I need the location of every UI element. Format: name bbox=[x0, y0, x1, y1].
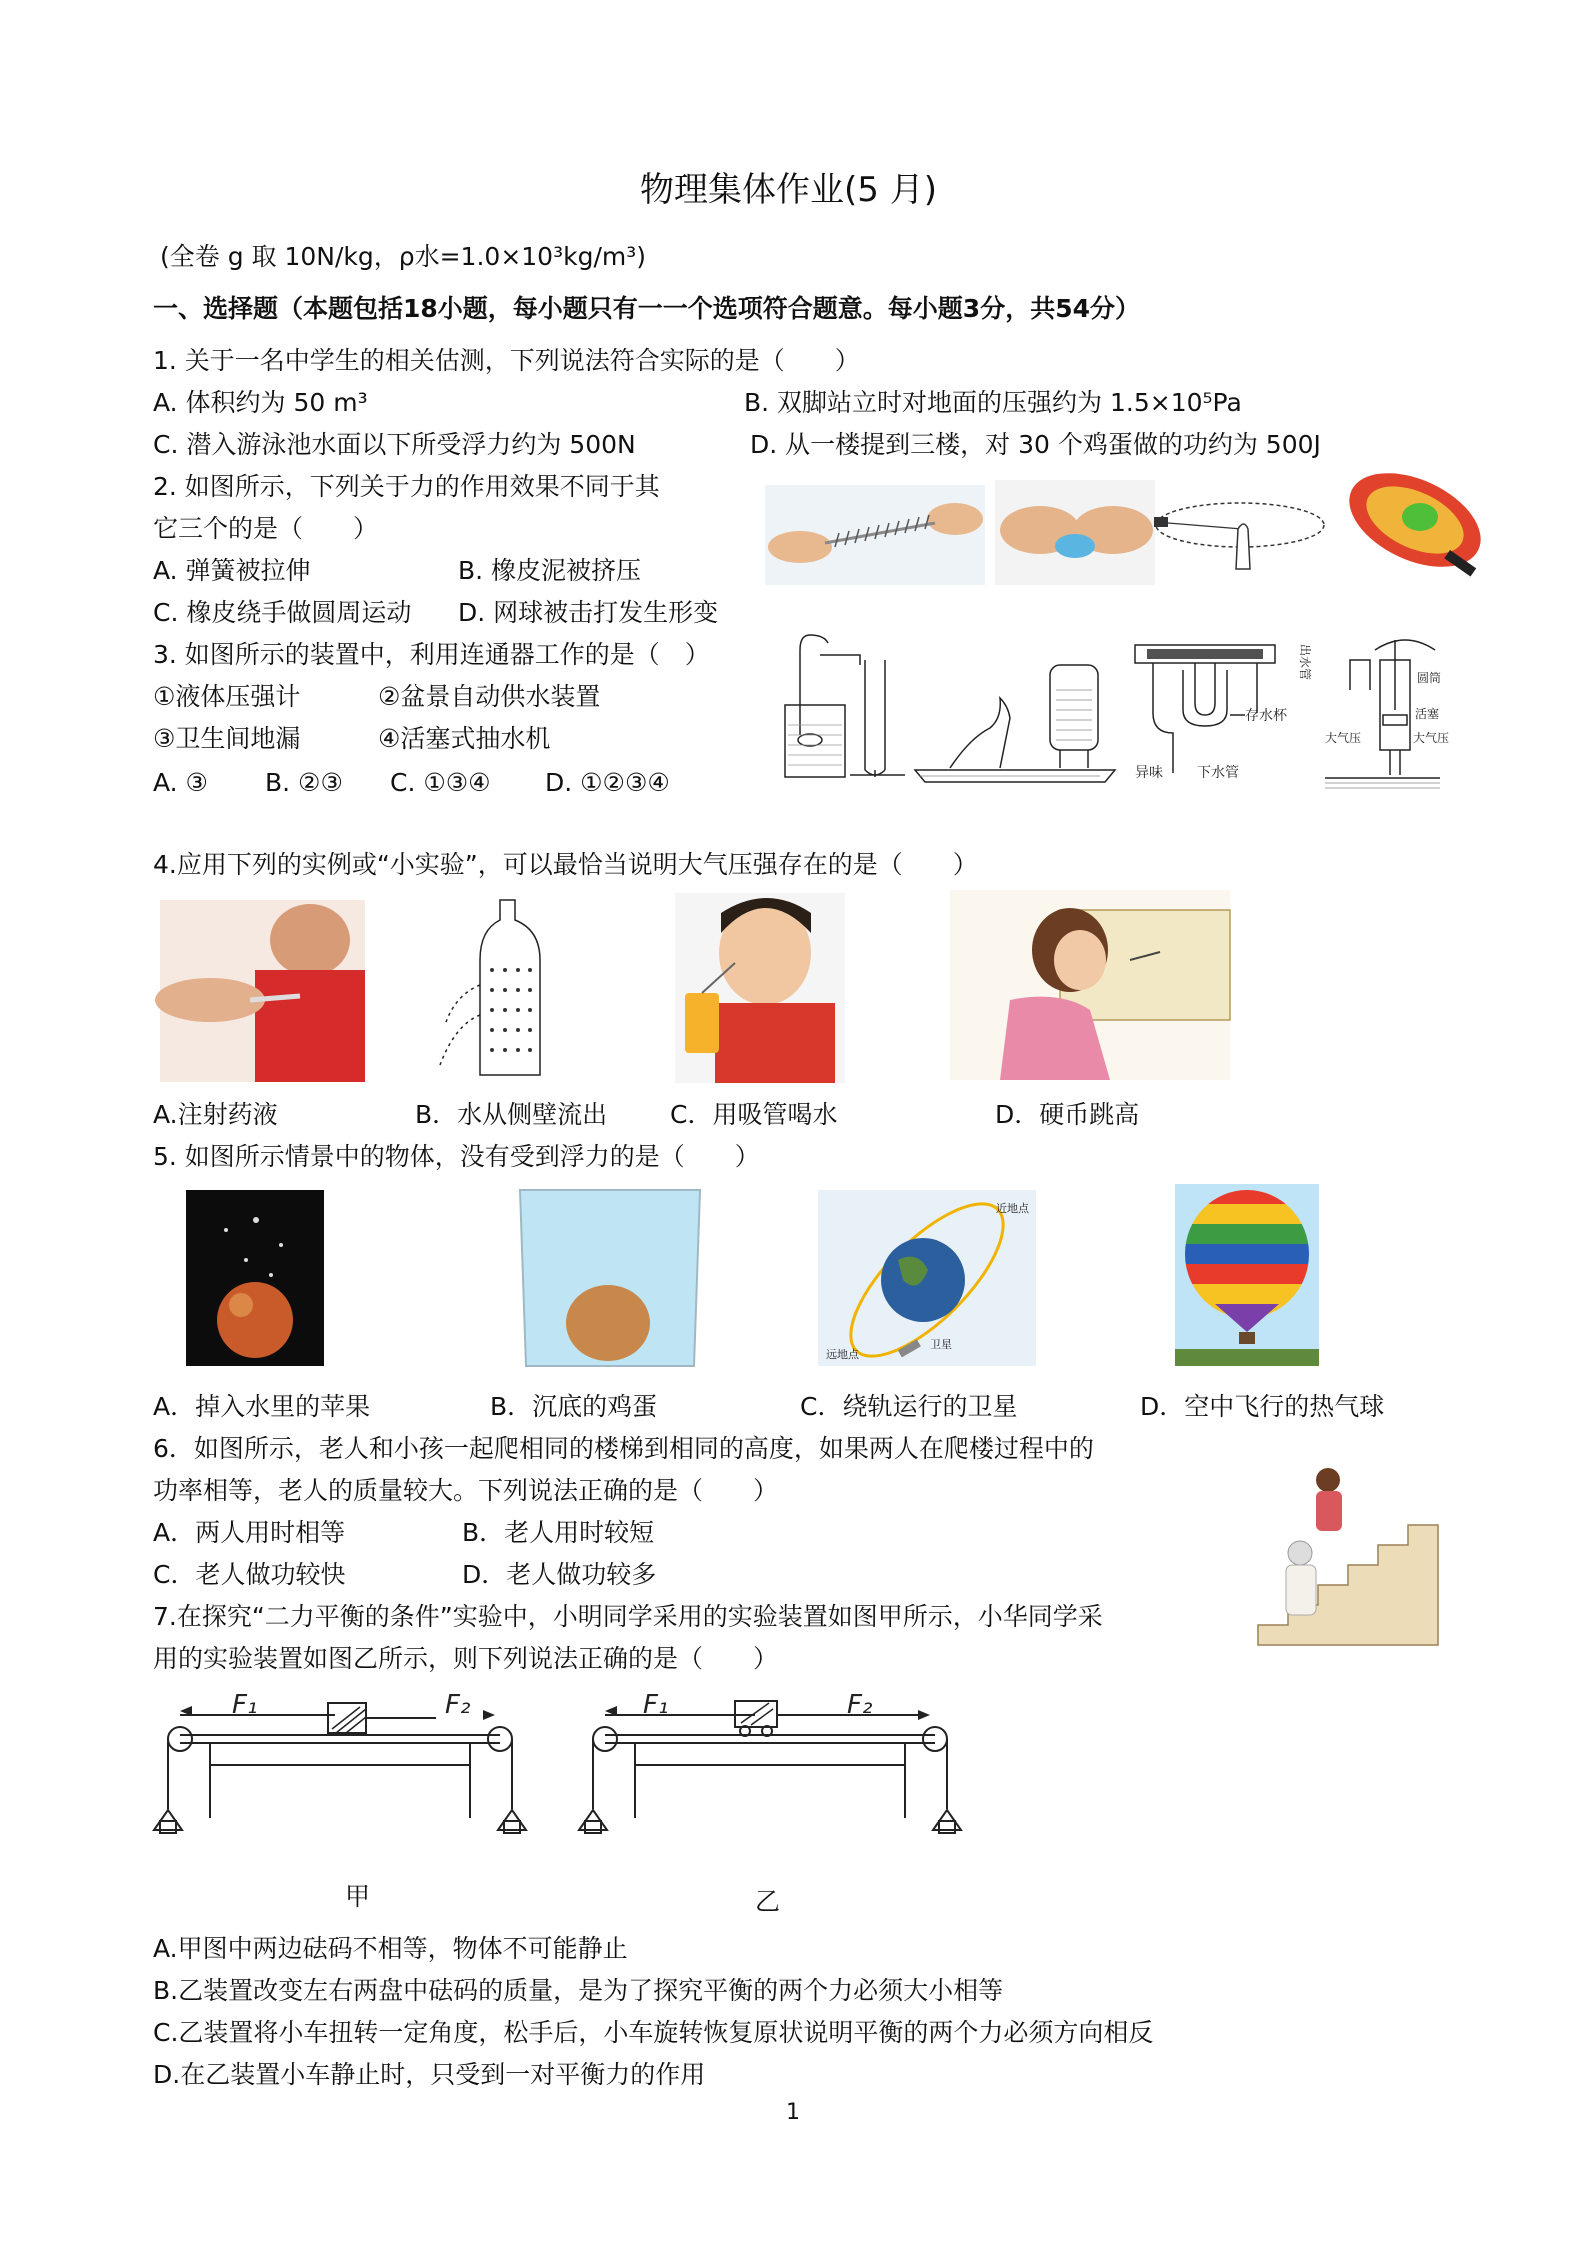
q3-label-atm-right: 大气压 bbox=[1413, 731, 1450, 745]
q7-jia-f2: F₂ bbox=[445, 1690, 471, 1720]
q7-option-a: A.甲图中两边砝码不相等，物体不可能静止 bbox=[153, 1934, 628, 1963]
q4-option-b: B．水从侧壁流出 bbox=[415, 1100, 608, 1129]
constants-note: (全卷 g 取 10N/kg，ρ水=1.0×10³kg/m³) bbox=[160, 242, 646, 271]
q3-option-b: B. ②③ bbox=[265, 768, 343, 797]
q3-label-atm-left: 大气压 bbox=[1325, 731, 1362, 745]
q6-option-b: B．老人用时较短 bbox=[462, 1518, 655, 1547]
q6-stem-line1: 6．如图所示，老人和小孩一起爬相同的楼梯到相同的高度，如果两人在爬楼过程中的 bbox=[153, 1434, 1094, 1463]
q1-stem: 1. 关于一名中学生的相关估测，下列说法符合实际的是（ ） bbox=[153, 346, 860, 375]
page-number: 1 bbox=[786, 2100, 800, 2125]
q5-label-sat: 卫星 bbox=[930, 1338, 952, 1351]
q7-yi-f2: F₂ bbox=[847, 1690, 873, 1720]
q5-option-a: A．掉入水里的苹果 bbox=[153, 1392, 371, 1421]
q7-label-yi: 乙 bbox=[755, 1887, 781, 1916]
q4-figure-injection bbox=[160, 900, 365, 1082]
q1-option-a: A. 体积约为 50 m³ bbox=[153, 388, 368, 417]
q4-option-c: C．用吸管喝水 bbox=[670, 1100, 838, 1129]
q7-stem-line1: 7.在探究“二力平衡的条件”实验中，小明同学采用的实验装置如图甲所示，小华同学采 bbox=[153, 1602, 1103, 1631]
q3-label-cylinder: 圆筒 bbox=[1417, 671, 1442, 685]
q2-option-a: A. 弹簧被拉伸 bbox=[153, 556, 311, 585]
q5-stem: 5. 如图所示情景中的物体，没有受到浮力的是（ ） bbox=[153, 1142, 760, 1171]
q1-option-c: C. 潜入游泳池水面以下所受浮力约为 500N bbox=[153, 430, 636, 459]
q7-option-c: C.乙装置将小车扭转一定角度，松手后，小车旋转恢复原状说明平衡的两个力必须方向相反 bbox=[153, 2018, 1154, 2047]
q7-stem-line2: 用的实验装置如图乙所示，则下列说法正确的是（ ） bbox=[153, 1644, 779, 1673]
q5-figure-egg bbox=[510, 1185, 710, 1371]
q7-figure-jia bbox=[150, 1685, 530, 1875]
q3-option-d: D. ①②③④ bbox=[545, 768, 670, 797]
q5-option-d: D．空中飞行的热气球 bbox=[1140, 1392, 1385, 1421]
q5-option-b: B．沉底的鸡蛋 bbox=[490, 1392, 658, 1421]
q3-label-cup: 存水杯 bbox=[1245, 708, 1287, 724]
q2-figure-eraser-circle bbox=[1150, 485, 1330, 585]
q5-option-c: C．绕轨运行的卫星 bbox=[800, 1392, 1018, 1421]
q7-option-b: B.乙装置改变左右两盘中砝码的质量，是为了探究平衡的两个力必须大小相等 bbox=[153, 1976, 1004, 2005]
q5-figure-apple bbox=[186, 1190, 324, 1366]
q3-figure-piston-pump bbox=[1298, 630, 1455, 790]
q5-figure-satellite bbox=[818, 1190, 1036, 1366]
q3-figure-bonsai-watering bbox=[910, 660, 1120, 785]
q6-option-c: C．老人做功较快 bbox=[153, 1560, 346, 1589]
q5-label-near: 近地点 bbox=[996, 1202, 1029, 1215]
q1-option-b: B. 双脚站立时对地面的压强约为 1.5×10⁵Pa bbox=[744, 388, 1242, 417]
q2-option-d: D. 网球被击打发生形变 bbox=[458, 598, 719, 627]
q6-option-a: A．两人用时相等 bbox=[153, 1518, 346, 1547]
q2-figure-tennis bbox=[1340, 465, 1490, 585]
q7-jia-f1: F₁ bbox=[232, 1690, 258, 1720]
q3-item-2: ②盆景自动供水装置 bbox=[378, 682, 601, 711]
q6-option-d: D．老人做功较多 bbox=[462, 1560, 657, 1589]
q1-option-d: D. 从一楼提到三楼，对 30 个鸡蛋做的功约为 500J bbox=[750, 430, 1321, 459]
section-heading: 一、选择题（本题包括18小题，每小题只有一一个选项符合题意。每小题3分，共54分） bbox=[153, 294, 1140, 323]
q5-figure-hot-air-balloon bbox=[1175, 1184, 1319, 1366]
q6-stem-line2: 功率相等，老人的质量较大。下列说法正确的是（ ） bbox=[153, 1476, 779, 1505]
q3-figure-pressure-gauge bbox=[780, 630, 910, 785]
q4-figure-straw-drink bbox=[675, 893, 845, 1083]
page-title: 物理集体作业(5 月) bbox=[640, 170, 937, 210]
q3-item-1: ①液体压强计 bbox=[153, 682, 301, 711]
q7-figure-yi bbox=[575, 1685, 965, 1875]
q3-stem: 3. 如图所示的装置中，利用连通器工作的是（ ） bbox=[153, 640, 710, 669]
q3-item-3: ③卫生间地漏 bbox=[153, 724, 301, 753]
q3-option-a: A. ③ bbox=[153, 768, 208, 797]
q3-label-outlet: 出水管 bbox=[1298, 644, 1312, 681]
q5-label-far: 远地点 bbox=[826, 1348, 859, 1361]
q7-option-d: D.在乙装置小车静止时，只受到一对平衡力的作用 bbox=[153, 2060, 706, 2089]
q2-option-c: C. 橡皮绕手做圆周运动 bbox=[153, 598, 412, 627]
q2-stem-line1: 2. 如图所示，下列关于力的作用效果不同于其 bbox=[153, 472, 660, 501]
q4-figure-bottle bbox=[430, 895, 570, 1085]
q3-figure-floor-drain bbox=[1125, 640, 1285, 790]
q3-label-piston: 活塞 bbox=[1415, 707, 1440, 721]
q2-option-b: B. 橡皮泥被挤压 bbox=[458, 556, 642, 585]
q7-label-jia: 甲 bbox=[345, 1882, 371, 1911]
q4-option-d: D．硬币跳高 bbox=[995, 1100, 1140, 1129]
q4-figure-coin-jump bbox=[950, 890, 1230, 1080]
q2-figure-spring bbox=[765, 485, 985, 585]
q6-figure-stairs bbox=[1238, 1465, 1448, 1665]
q3-label-odor: 异味 bbox=[1135, 765, 1163, 781]
q4-stem: 4.应用下列的实例或“小实验”，可以最恰当说明大气压强存在的是（ ） bbox=[153, 850, 978, 879]
q2-figure-clay bbox=[995, 480, 1155, 585]
q3-item-4: ④活塞式抽水机 bbox=[378, 724, 551, 753]
q2-stem-line2: 它三个的是（ ） bbox=[153, 514, 379, 543]
q7-yi-f1: F₁ bbox=[643, 1690, 669, 1720]
q4-option-a: A.注射药液 bbox=[153, 1100, 278, 1129]
q3-option-c: C. ①③④ bbox=[390, 768, 491, 797]
q3-label-drain: 下水管 bbox=[1197, 765, 1239, 781]
